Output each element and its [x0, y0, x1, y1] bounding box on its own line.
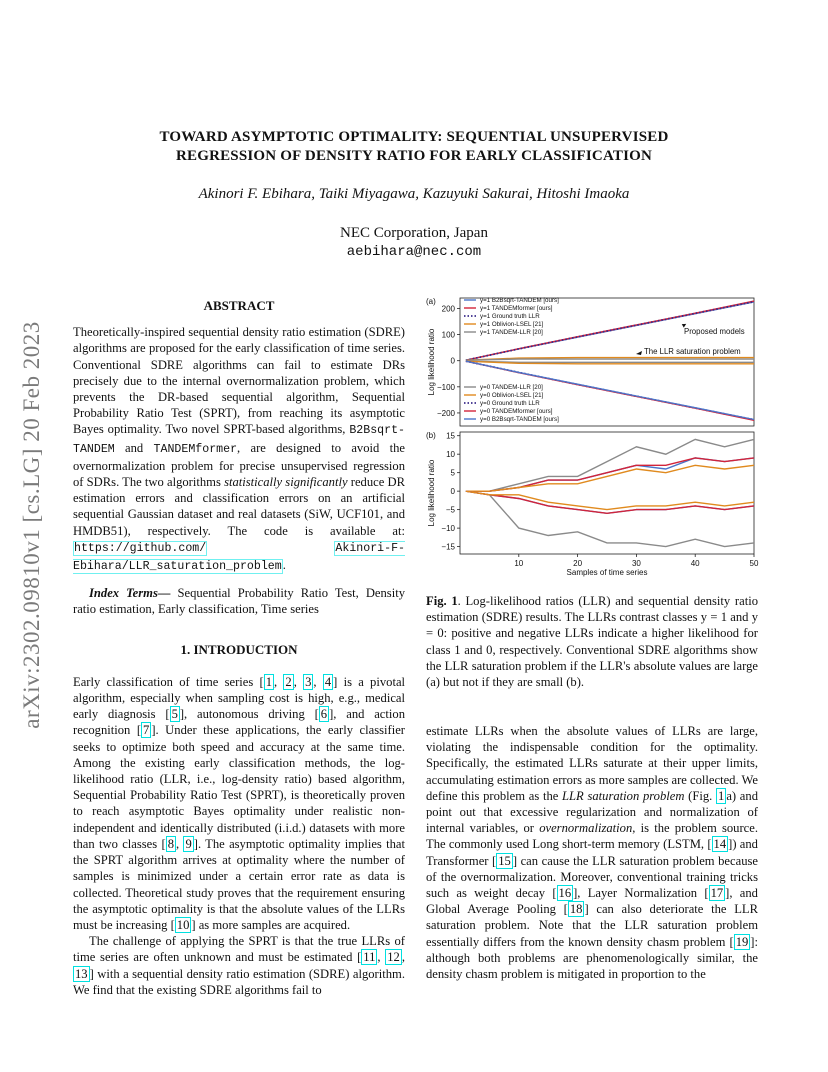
series-line: [466, 361, 754, 362]
code-url-link[interactable]: https://github.com/: [74, 541, 207, 555]
y-tick-label: 10: [446, 450, 455, 460]
annotation-proposed: Proposed models: [684, 327, 745, 336]
plot-frame: [460, 432, 754, 554]
citation-link[interactable]: 4: [324, 674, 332, 689]
y-tick-label: −10: [441, 524, 455, 534]
legend-entry: y=1 TANDEMformer [ours]: [480, 305, 553, 312]
citation-link[interactable]: 13: [75, 966, 88, 981]
intro-text: ], autonomous driving [: [179, 707, 319, 722]
citation-link[interactable]: 5: [171, 707, 178, 722]
legend-entry: y=1 Ground truth LLR: [480, 313, 540, 320]
abstract-part: reduce DR estimation errors and classification errors on an artificial sequential Gaussian dataset and real datasets (SiW, UCF101, and HMDB51), respectively. The code is available at:: [73, 475, 405, 538]
y-tick-label: 200: [441, 304, 455, 314]
figure-1: [424, 292, 764, 582]
legend-entry: y=1 Oblivion-LSEL [21]: [480, 321, 544, 328]
caption-label: Fig. 1: [426, 594, 458, 608]
intro-text: The challenge of applying the SPRT is that the true LLRs of time series are often unknown and must be estimated [: [73, 934, 405, 965]
email: aebihara@nec.com: [346, 244, 482, 260]
body-text: ], and Global Average Pooling [: [426, 886, 758, 917]
panel-label: (a): [426, 297, 436, 306]
citation-link[interactable]: 9: [185, 836, 192, 851]
y-tick-label: 15: [446, 431, 455, 441]
intro-text: ]. The asymptotic optimality implies that the SPRT algorithm arrives at optimality where the number of samples is minimized under a certain error rate as data is collected. Theoretical study proves that the requirement ensuring the asymptotic optimality is that the absolute values of the LLRs must be increasing [: [73, 836, 406, 932]
authors: Akinori F. Ebihara, Taiki Miyagawa, Kazuyuki Sakurai, Hitoshi Imaoka: [198, 186, 630, 202]
intro-paragraph-1: Early classification of time series [ 1 , 2 , 3 , 4 ] is a pivotal algorithm, especially when sampling cost is high, e.g., medical early diagnosis [ 5 ], autonomous driving [ 6 ], and action recognition [ 7 ]. Under these applications, the early classifier seeks to optimize both speed and accuracy at the same time. Among the existing early classification methods, the log-likelihood ratio (LLR, i.e., log-density ratio) based algorithm, Sequential Probability Ratio Test (SPRT), is theoretically proven to reach asymptotic Bayes optimality under realistic non-independent and identically distributed (i.i.d.) datasets with more than two classes [ 8 , 9 ]. The asymptotic optimality implies that the SPRT algorithm arrives at optimality where the number of samples is minimized under a certain error rate as data is collected. Theoretical study proves that the requirement ensuring the asymptotic optimality is that the absolute values of the LLRs must be increasing [ 10 ] as more samples are acquired.: [73, 674, 406, 932]
body-text: ], Layer Normalization [: [573, 886, 709, 901]
legend-entry: y=1 TANDEM-LLR [20]: [480, 329, 543, 336]
y-tick-label: −100: [436, 382, 455, 392]
arxiv-stamp: [14, 290, 50, 760]
legend-entry: y=0 TANDEMformer [ours]: [480, 408, 553, 415]
annotation-arrow: [636, 351, 642, 355]
y-tick-label: 5: [450, 468, 455, 478]
index-terms-text: Sequential Probability Ratio Test, Density ratio estimation, Early classification, Time series: [73, 586, 405, 617]
y-axis-label: Log likelihood ratio: [427, 459, 436, 527]
y-tick-label: −15: [441, 542, 455, 552]
abstract-part: Theoretically-inspired sequential density ratio estimation (SDRE) algorithms are proposed for the early classification of time series. Conventional SDRE algorithms can fail to estimate DRs precisely due to the internal overnormalization problem, which prevents the DR-based sequential algorithm, Sequential Probability Ratio Test (SPRT), from reaching its asymptotic Bayes optimality. Two novel SPRT-based algorithms,: [73, 325, 405, 437]
y-tick-label: 100: [441, 330, 455, 340]
abstract-part: , are designed to avoid the overnormalization problem for precise unsupervised regression of SDRs. The two algorithms: [73, 440, 405, 490]
citation-link[interactable]: 12: [387, 950, 400, 965]
citation-link[interactable]: 10: [176, 917, 190, 932]
y-tick-label: −200: [436, 408, 455, 418]
body-emphasis: LLR saturation problem: [562, 788, 685, 803]
paper-title: [60, 128, 768, 166]
body-text: (Fig.: [684, 788, 717, 803]
x-tick-label: 20: [573, 559, 583, 568]
series-line: [466, 465, 754, 491]
intro-text: ] is a pivotal algorithm, especially when sampling cost is high, e.g., medical early diagnosis [: [73, 674, 406, 722]
series-line: [466, 491, 754, 509]
abstract-text: [73, 324, 405, 575]
intro-text: Early classification of time series [: [73, 674, 264, 689]
series-line: [466, 439, 754, 491]
algo-name: TANDEMformer: [153, 442, 238, 456]
right-column: [426, 723, 758, 982]
index-terms-label: Index Terms—: [89, 586, 171, 601]
caption-text: . Log-likelihood ratios (LLR) and sequential density ratio estimation (SDRE) results. The LLRs contrast classes y = 1 and y = 0: positive and negative LLRs indicate a higher likelihood for class 1 and 0, respectively. Conventional SDRE algorithms show the LLR saturation problem if the LLR's absolute values are large (a) but not if they are small (b).: [426, 594, 758, 690]
algo-name: B2Bsqrt-TANDEM: [73, 424, 405, 456]
y-axis-label: Log likelihood ratio: [427, 328, 436, 396]
intro-text: ]. Under these applications, the early classifier seeks to optimize both speed and accuracy at the same time. Among the existing early classification methods, the log-likelihood ratio (LLR, i.e., log-density ratio) based algorithm, Sequential Probability Ratio Test (SPRT), is theoretically proven to reach asymptotic Bayes optimality under realistic non-independent and identically distributed (i.i.d.) datasets with more than two classes [: [73, 723, 405, 851]
intro-text: ] with a sequential density ratio estimation (SDRE) algorithm. We find that the existing SDRE algorithms fail to: [73, 966, 405, 997]
x-tick-label: 40: [690, 559, 700, 568]
figure-ref-link[interactable]: 1: [718, 788, 725, 803]
arxiv-stamp-text: arXiv:2302.09810v1 [cs.LG] 20 Feb 2023: [19, 321, 44, 729]
annotation-saturation: The LLR saturation problem: [644, 347, 741, 356]
legend-entry: y=0 Ground truth LLR: [480, 400, 540, 407]
citation-link[interactable]: 14: [713, 837, 727, 852]
body-emphasis: overnormalization: [539, 821, 633, 836]
affiliation: NEC Corporation, Japan: [340, 225, 488, 241]
citation-link[interactable]: 6: [320, 707, 328, 722]
figure-caption: [426, 593, 758, 690]
citation-link[interactable]: 8: [167, 836, 174, 851]
title-line-2: REGRESSION OF DENSITY RATIO FOR EARLY CLASSIFICATION: [175, 148, 653, 164]
affiliation-block: [60, 224, 768, 262]
body-text: ]: although both problems are phenomenologically similar, the density chasm problem is mitigated in proportion to the: [426, 934, 758, 982]
legend-entry: y=1 B2Bsqrt-TANDEM [ours]: [480, 297, 559, 304]
index-terms: [73, 585, 405, 617]
abstract-emphasis: statistically significantly: [224, 475, 348, 490]
citation-link[interactable]: 1: [265, 674, 273, 689]
citation-link[interactable]: 17: [710, 886, 724, 901]
citation-link[interactable]: 3: [305, 674, 312, 689]
right-paragraph: [426, 723, 758, 982]
intro-text: ] as more samples are acquired.: [191, 917, 351, 932]
body-text: , is the problem source. The commonly used Long short-term memory (LSTM, [: [426, 821, 758, 852]
y-tick-label: 0: [450, 487, 455, 497]
code-url-link[interactable]: Akinori-F-Ebihara/LLR_saturation_problem: [73, 541, 405, 574]
body-text: estimate LLRs when the absolute values of LLRs are large, violating the indispensable condition for the optimality. Specifically, the estimated LLRs saturate at their upper limits, accumulating estimation errors as more samples are collected. We define this problem as the: [426, 724, 759, 803]
body-text: a) and point out that excessive regularization and normalization of internal variables, or: [426, 788, 758, 836]
panel-label: (b): [426, 431, 436, 440]
x-tick-label: 30: [631, 559, 641, 568]
citation-link[interactable]: 11: [363, 950, 376, 965]
legend-entry: y=0 TANDEM-LLR [20]: [480, 384, 543, 391]
x-axis-label: Samples of time series: [566, 568, 648, 577]
body-text: ] can also deteriorate the LLR saturation problem. Note that the LLR saturation problem essentially differs from the known density chasm problem [: [426, 902, 758, 949]
citation-link[interactable]: 18: [569, 902, 583, 917]
series-line: [466, 359, 754, 360]
x-tick-label: 50: [749, 559, 759, 568]
series-line: [466, 491, 754, 546]
abstract-part: and: [114, 440, 154, 455]
title-line-1: TOWARD ASYMPTOTIC OPTIMALITY: SEQUENTIAL UNSUPERVISED: [159, 129, 669, 145]
abstract-part: .: [282, 558, 286, 573]
left-column: [73, 298, 405, 998]
intro-text: ], and action recognition [: [73, 707, 405, 738]
legend-entry: y=0 B2Bsqrt-TANDEM [ours]: [480, 416, 559, 423]
citation-link[interactable]: 2: [285, 674, 292, 689]
citation-link[interactable]: 7: [143, 723, 150, 738]
y-tick-label: 0: [450, 356, 455, 366]
legend-entry: y=0 Oblivion-LSEL [21]: [480, 392, 544, 399]
body-text: ] can cause the LLR saturation problem because of the overnormalization. Moreover, conventional training tricks such as weight decay [: [426, 853, 758, 901]
body-text: ]) and Transformer [: [426, 837, 758, 868]
abstract-heading: ABSTRACT: [203, 298, 275, 313]
llr-chart: [424, 292, 764, 582]
intro-paragraph-2: The challenge of applying the SPRT is that the true LLRs of time series are often unknown and must be estimated [ 11 , 12 , 13 ] with a sequential density ratio estimation (SDRE) algorithm. We find that the existing SDRE algorithms fail to: [73, 934, 405, 997]
x-tick-label: 10: [514, 559, 524, 568]
intro-heading: 1. INTRODUCTION: [180, 641, 298, 657]
citation-link[interactable]: 16: [558, 886, 572, 901]
y-tick-label: −5: [445, 505, 455, 515]
citation-link[interactable]: 15: [498, 853, 511, 868]
citation-link[interactable]: 19: [735, 934, 749, 949]
